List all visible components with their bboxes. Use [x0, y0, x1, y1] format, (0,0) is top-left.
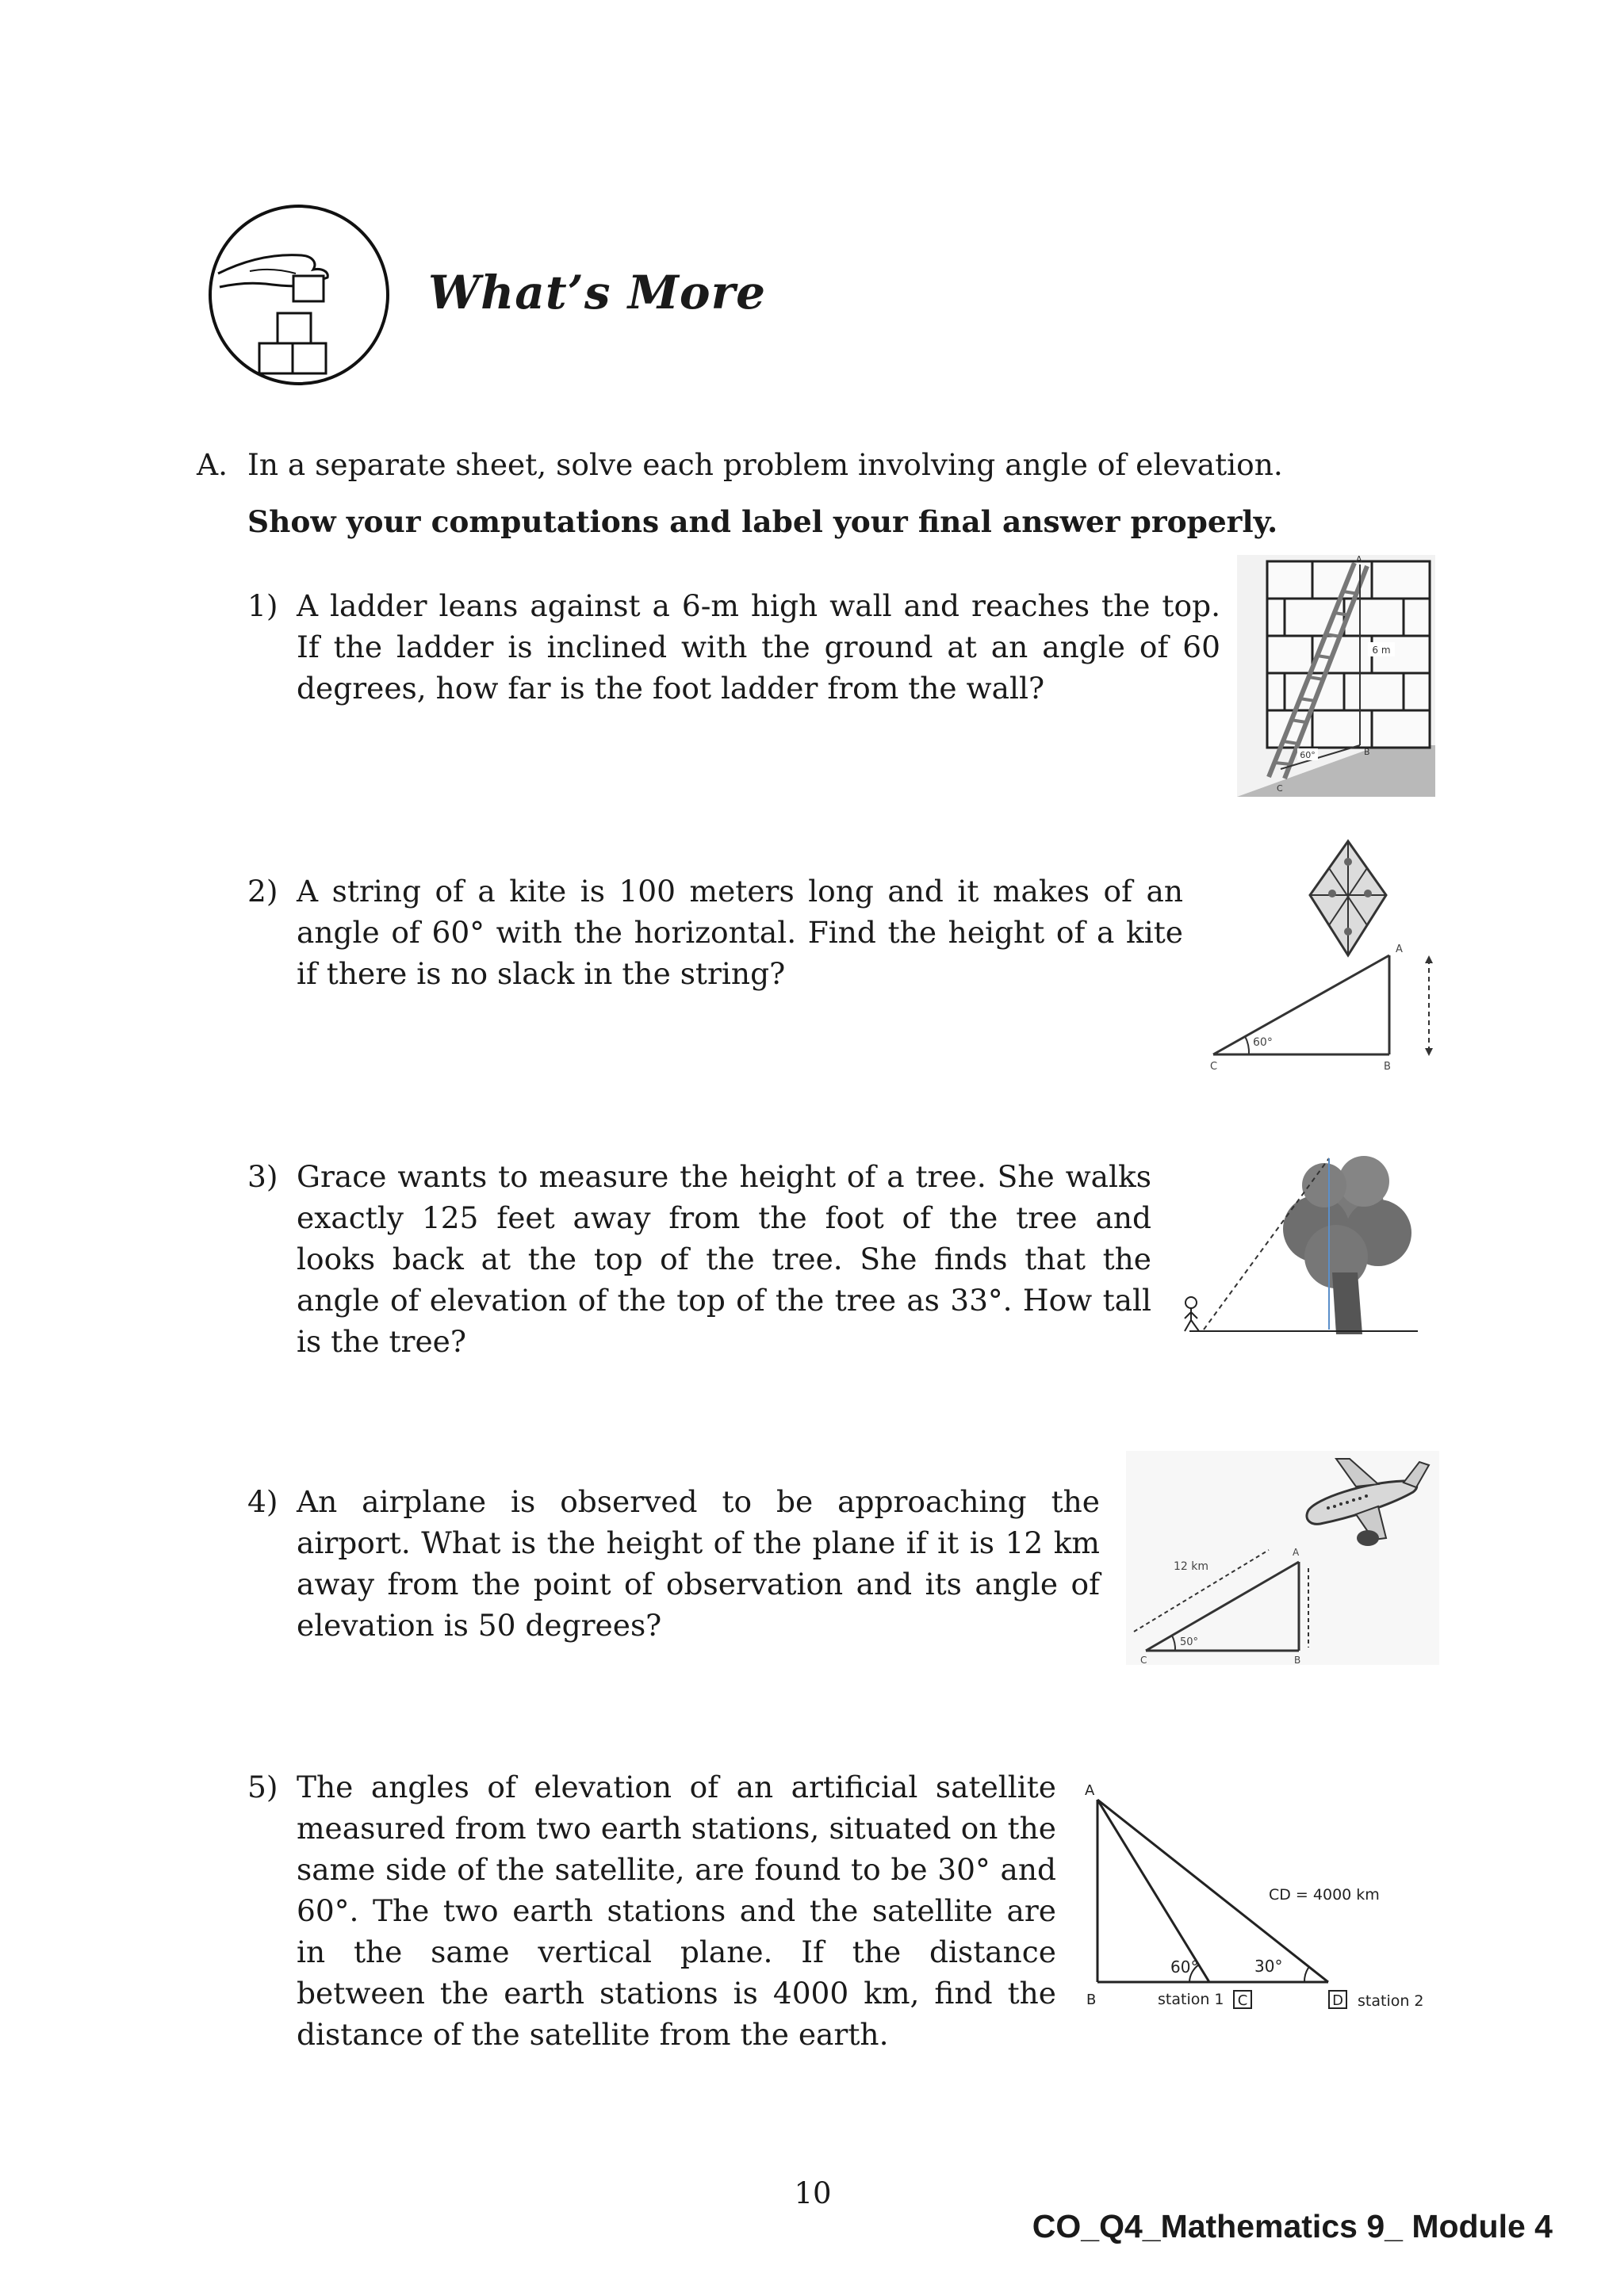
instruction-emphasis: Show your computations and label your final answer properly.: [247, 504, 1278, 539]
tree-figure: [1174, 1154, 1431, 1344]
ladder-height-label: 6 m: [1372, 645, 1391, 656]
hand-stacking-blocks-icon: [202, 198, 396, 392]
station-2-label: station 2: [1358, 1992, 1424, 2010]
ladder-angle-label: 60°: [1300, 750, 1316, 760]
airplane-figure: [1126, 1451, 1439, 1665]
problem-4-text: An airplane is observed to be approaching the airport. What is the height of the plane if it is 12 km away from the point of observation and its angle of elevation is 50 degrees?: [297, 1484, 1100, 1643]
section-title: What’s More: [428, 266, 767, 320]
satellite-figure: [1078, 1768, 1451, 2022]
satellite-angle-30: 30°: [1254, 1957, 1283, 1976]
satellite-cd-label: CD = 4000 km: [1269, 1886, 1380, 1904]
kite-figure: [1205, 836, 1439, 1074]
problem-4-number: 4): [247, 1484, 278, 1519]
problem-1-number: 1): [247, 588, 278, 623]
airplane-point-c: C: [1140, 1655, 1147, 1665]
problem-2-number: 2): [247, 874, 278, 909]
kite-point-a: A: [1396, 943, 1403, 955]
problem-5-text: The angles of elevation of an artificial satellite measured from two earth stations, situated on the same side of the satellite, are found to be 30° and 60°. The two earth stations and the satellite are in the same vertical plane. If the distance between the earth stations is 4000 km, find the distance of the satellite from the earth.: [297, 1770, 1056, 2052]
kite-point-b: B: [1384, 1061, 1391, 1073]
station-1-label: station 1: [1158, 1991, 1224, 2008]
problem-2-text: A string of a kite is 100 meters long and it makes of an angle of 60° with the horizontal. Find the height of a kite if there is no slack in the string?: [297, 874, 1183, 991]
airplane-point-a: A: [1293, 1547, 1300, 1558]
kite-angle-label: 60°: [1253, 1036, 1273, 1049]
station-point-c: C: [1237, 1992, 1248, 2009]
instruction-letter: A.: [197, 447, 228, 482]
ladder-point-b: B: [1364, 747, 1370, 757]
problem-3-text: Grace wants to measure the height of a tree. She walks exactly 125 feet away from the foot of the tree and looks back at the top of the tree. She finds that the angle of elevation of the top of the tree as 33°. How tall is the tree?: [297, 1159, 1151, 1359]
problem-1-text: A ladder leans against a 6-m high wall and reaches the top. If the ladder is inclined with the ground at an angle of 60 degrees, how far is the foot ladder from the wall?: [297, 588, 1220, 706]
satellite-angle-60: 60°: [1170, 1957, 1199, 1976]
satellite-point-b: B: [1086, 1992, 1097, 2008]
ladder-wall-figure: [1237, 555, 1435, 797]
problem-5-number: 5): [247, 1770, 278, 1804]
instruction-text: In a separate sheet, solve each problem involving angle of elevation.: [247, 447, 1283, 482]
page-number: 10: [794, 2176, 832, 2210]
airplane-point-b: B: [1294, 1655, 1301, 1665]
satellite-point-a: A: [1085, 1782, 1095, 1799]
kite-point-c: C: [1210, 1061, 1218, 1073]
airplane-distance-label: 12 km: [1174, 1560, 1209, 1573]
airplane-angle-label: 50°: [1180, 1636, 1199, 1648]
ladder-point-a: A: [1356, 555, 1362, 564]
ladder-point-c: C: [1277, 783, 1283, 794]
module-code-footer: CO_Q4_Mathematics 9_ Module 4: [1032, 2208, 1553, 2244]
problem-3-number: 3): [247, 1159, 278, 1194]
station-point-d: D: [1332, 1992, 1343, 2009]
